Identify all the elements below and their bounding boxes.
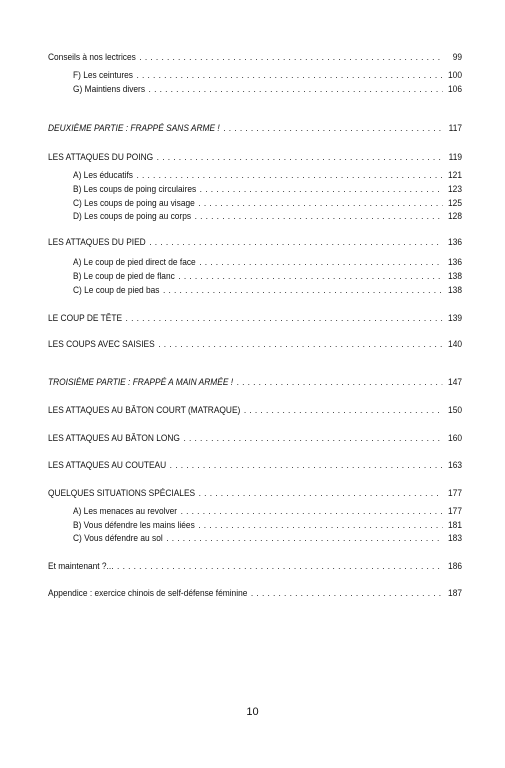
toc-entry-page: 121 <box>448 170 462 181</box>
toc-entry <box>48 313 462 325</box>
toc-entry-page: 160 <box>448 433 462 444</box>
toc-entry-title: Appendice : exercice chinois de self-défense féminine <box>48 588 248 599</box>
toc-entry-title: LE COUP DE TÊTE <box>48 313 123 324</box>
toc-entry-title: LES ATTAQUES DU POING <box>48 152 154 163</box>
dot-leader <box>170 460 443 472</box>
dot-leader <box>163 285 443 297</box>
toc-entry <box>48 460 462 472</box>
toc-subentry <box>73 170 462 182</box>
toc-entry-title: A) Le coup de pied direct de face <box>73 257 196 268</box>
toc-entry-title: C) Le coup de pied bas <box>73 285 160 296</box>
dot-leader <box>136 170 442 182</box>
toc-entry <box>48 123 462 135</box>
toc-subentry <box>73 211 462 223</box>
toc-entry-title: QUELQUES SITUATIONS SPÉCIALES <box>48 488 196 499</box>
toc-entry-title: C) Les coups de poing au visage <box>73 198 195 209</box>
toc-entry-title: D) Les coups de poing au corps <box>73 211 192 222</box>
toc-entry-title: G) Maintiens divers <box>73 84 146 95</box>
toc-entry <box>48 152 462 164</box>
dot-leader <box>149 84 443 96</box>
toc-entry-page: 138 <box>448 271 462 282</box>
toc-subentry <box>73 70 462 82</box>
toc-subentry <box>73 533 462 545</box>
toc-entry <box>48 488 462 500</box>
toc-entry-page: 183 <box>448 533 462 544</box>
toc-entry-title: LES ATTAQUES AU COUTEAU <box>48 460 167 471</box>
toc-subentry <box>73 520 462 532</box>
dot-leader <box>181 506 443 518</box>
dot-leader <box>178 271 442 283</box>
dot-leader <box>199 257 442 269</box>
dot-leader <box>166 533 442 545</box>
dot-leader <box>183 433 442 445</box>
dot-leader <box>136 70 442 82</box>
page-number: 10 <box>246 706 259 718</box>
toc-entry-page: 119 <box>448 152 462 163</box>
toc-entry-page: 177 <box>448 506 462 517</box>
toc-entry-page: 186 <box>448 561 462 572</box>
toc-entry-page: 147 <box>448 377 462 388</box>
toc-entry-title: B) Les coups de poing circulaires <box>73 184 197 195</box>
toc-entry-title: LES COUPS AVEC SAISIES <box>48 339 155 350</box>
toc-entry-title: F) Les ceintures <box>73 70 133 81</box>
dot-leader <box>223 123 442 135</box>
toc-entry-title: DEUXIÈME PARTIE : FRAPPÉ SANS ARME ! <box>48 123 220 134</box>
toc-entry-title: Conseils à nos lectrices <box>48 52 136 63</box>
dot-leader <box>198 198 442 210</box>
toc-entry-page: 100 <box>448 70 462 81</box>
toc-subentry <box>73 184 462 196</box>
toc-entry-page: 187 <box>448 588 462 599</box>
toc-entry-title: A) Les menaces au revolver <box>73 506 178 517</box>
toc-entry-page: 128 <box>448 211 462 222</box>
toc-entry-page: 123 <box>448 184 462 195</box>
toc-entry-page: 106 <box>448 84 462 95</box>
toc-entry-page: 136 <box>448 257 462 268</box>
toc-entry-title: LES ATTAQUES AU BÂTON LONG <box>48 433 180 444</box>
toc-entry-page: 140 <box>448 339 462 350</box>
toc-entry-page: 181 <box>448 520 462 531</box>
dot-leader <box>158 339 442 351</box>
toc-entry <box>48 561 462 573</box>
toc-entry-title: TROISIÈME PARTIE : FRAPPÉ A MAIN ARMÉE ! <box>48 377 234 388</box>
toc-entry <box>48 237 462 249</box>
dot-leader <box>149 237 442 249</box>
toc-entry-title: LES ATTAQUES DU PIED <box>48 237 146 248</box>
dot-leader <box>157 152 443 164</box>
toc-entry <box>48 52 462 64</box>
toc-entry-page: 136 <box>448 237 462 248</box>
dot-leader <box>195 211 443 223</box>
dot-leader <box>244 405 443 417</box>
toc-entry-page: 138 <box>448 285 462 296</box>
toc-entry <box>48 433 462 445</box>
toc-subentry <box>73 198 462 210</box>
toc-entry-title: LES ATTAQUES AU BÂTON COURT (MATRAQUE) <box>48 405 241 416</box>
toc-entry-page: 177 <box>448 488 462 499</box>
dot-leader <box>237 377 443 389</box>
dot-leader <box>117 561 443 573</box>
toc-subentry <box>73 84 462 96</box>
toc-entry <box>48 377 462 389</box>
toc-entry-page: 150 <box>448 405 462 416</box>
dot-leader <box>200 184 443 196</box>
toc-entry-page: 117 <box>448 123 462 134</box>
dot-leader <box>126 313 443 325</box>
toc-entry-page: 99 <box>452 52 462 63</box>
toc-entry-title: C) Vous défendre au sol <box>73 533 163 544</box>
toc-subentry <box>73 271 462 283</box>
dot-leader <box>139 52 442 64</box>
toc-entry <box>48 588 462 600</box>
toc-entry-title: B) Le coup de pied de flanc <box>73 271 175 282</box>
dot-leader <box>251 588 443 600</box>
toc-subentry <box>73 285 462 297</box>
toc-entry-page: 163 <box>448 460 462 471</box>
dot-leader <box>199 488 443 500</box>
dot-leader <box>198 520 442 532</box>
toc-entry-title: A) Les éducatifs <box>73 170 133 181</box>
toc-subentry <box>73 257 462 269</box>
toc-entry <box>48 405 462 417</box>
toc-entry <box>48 339 462 351</box>
toc-entry-page: 139 <box>448 313 462 324</box>
toc-subentry <box>73 506 462 518</box>
toc-entry-page: 125 <box>448 198 462 209</box>
toc-entry-title: B) Vous défendre les mains liées <box>73 520 195 531</box>
toc-entry-title: Et maintenant ?... <box>48 561 114 572</box>
